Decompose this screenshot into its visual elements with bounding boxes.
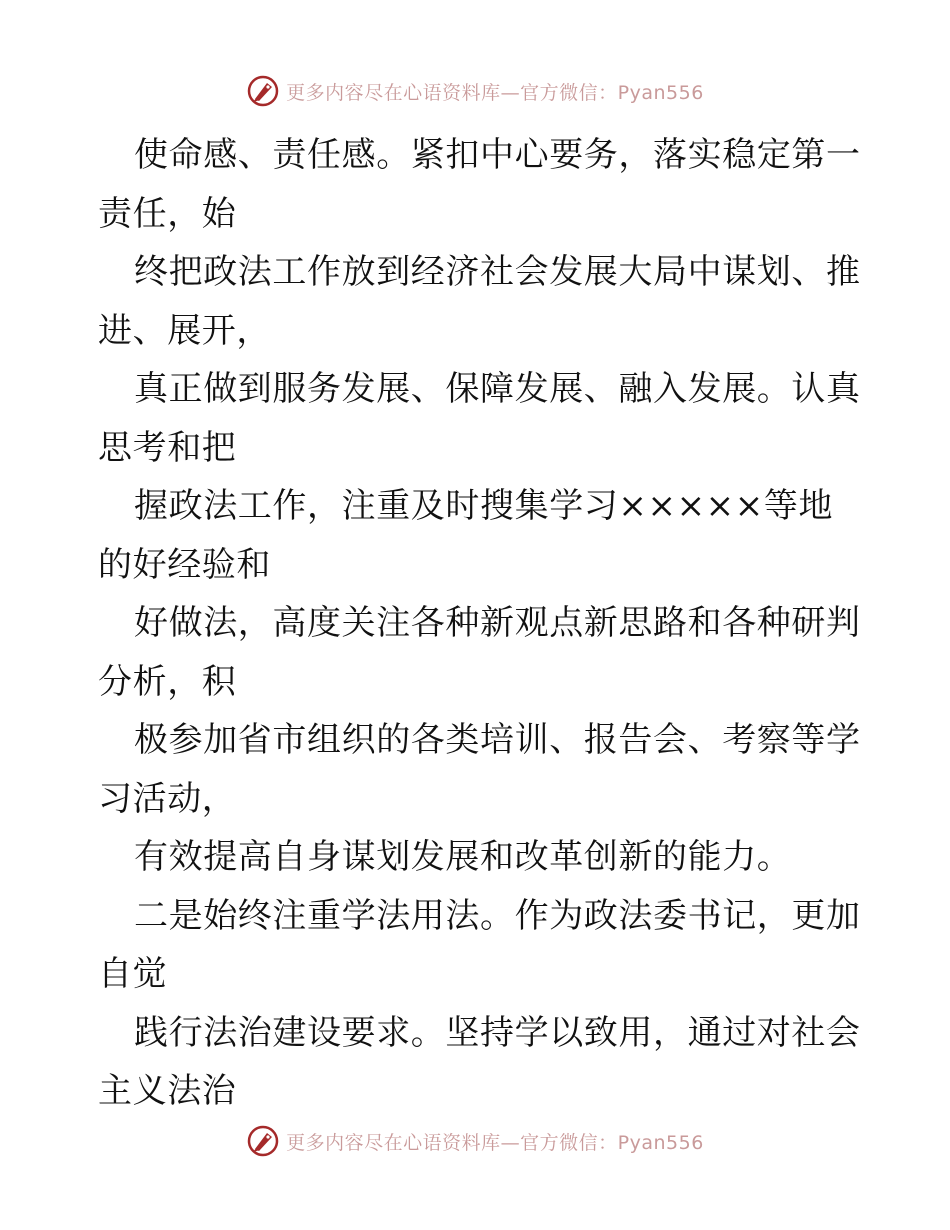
paragraph-line: 使命感、责任感。紧扣中心要务，落实稳定第一	[134, 135, 861, 175]
paragraph-line: 主义法治	[98, 1071, 237, 1111]
header-banner-label: 更多内容尽在心语资料库—官方微信：	[286, 81, 618, 104]
paragraph-line: 终把政法工作放到经济社会发展大局中谋划、推	[134, 252, 861, 292]
footer-banner-wechat: Pyan556	[617, 1131, 704, 1154]
paragraph-line: 责任，始	[98, 193, 237, 234]
paragraph-line: 极参加省市组织的各类培训、报告会、考察等学	[134, 720, 861, 760]
paragraph-line: 握政法工作，注重及时搜集学习×××××等地	[134, 486, 834, 526]
footer-banner-text	[286, 1128, 704, 1155]
header-banner	[0, 71, 950, 111]
document-body	[98, 126, 861, 1121]
paragraph-line: 进、展开，	[98, 310, 271, 351]
paragraph-line: 习活动，	[98, 778, 237, 819]
paragraph-line: 的好经验和	[98, 544, 271, 585]
paragraph-line: 自觉	[98, 954, 168, 994]
footer-banner-label: 更多内容尽在心语资料库—官方微信：	[286, 1131, 618, 1154]
footer-banner	[0, 1121, 950, 1161]
paragraph-line: 真正做到服务发展、保障发展、融入发展。认真	[134, 369, 861, 409]
pen-nib-logo-icon	[246, 74, 280, 108]
paragraph-line: 好做法，高度关注各种新观点新思路和各种研判	[134, 603, 861, 643]
paragraph-line: 践行法治建设要求。坚持学以致用，通过对社会	[134, 1012, 861, 1053]
paragraph-line: 分析，积	[98, 661, 237, 702]
header-banner-wechat: Pyan556	[617, 81, 704, 104]
paragraph-line: 有效提高自身谋划发展和改革创新的能力。	[134, 837, 792, 877]
header-banner-text	[286, 78, 704, 105]
paragraph-line: 二是始终注重学法用法。作为政法委书记，更加	[134, 895, 861, 936]
paragraph-line: 思考和把	[98, 427, 237, 468]
pen-nib-logo-icon	[246, 1124, 280, 1158]
